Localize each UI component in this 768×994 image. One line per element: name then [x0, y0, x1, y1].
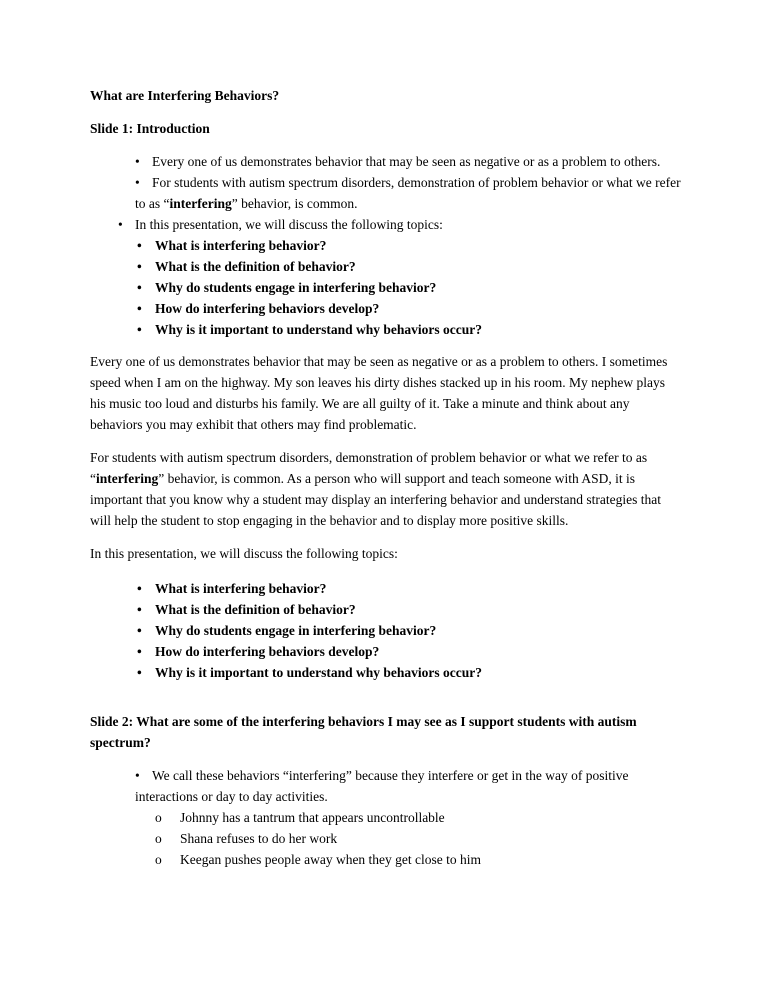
- sub-bullet-text: Why is it important to understand why behaviors occur?: [155, 665, 483, 680]
- paragraph-text: For students with autism spectrum disorders, demonstration of problem behavior or what we refer to as “: [90, 450, 648, 486]
- bullet-text: For students with autism spectrum disorders, demonstration of problem behavior or what we refer to as “: [135, 175, 681, 211]
- sub-bullet-text: Why do students engage in interfering behavior?: [155, 623, 437, 638]
- paragraph-text-bold: interfering: [96, 471, 159, 486]
- sub-bullet-text: How do interfering behaviors develop?: [155, 301, 380, 316]
- sub-bullet-item: [90, 641, 684, 662]
- sub-bullet-text: What is the definition of behavior?: [155, 602, 356, 617]
- sub-bullet-item: [90, 235, 684, 256]
- sub-bullet-text: Why is it important to understand why behaviors occur?: [155, 322, 483, 337]
- bullet-item: [90, 765, 684, 807]
- bullet-marker-icon: •: [137, 581, 142, 596]
- paragraph: In this presentation, we will discuss the following topics:: [90, 546, 398, 561]
- bullet-text: In this presentation, we will discuss the following topics:: [135, 217, 443, 232]
- paragraph-text: ” behavior, is common. As a person who will support and teach someone with ASD, it is important that you know why a student may display an interfering behavior and understand strategies that will help the student to stop engaging in the behavior and to display more positive skills.: [90, 471, 661, 528]
- bullet-marker-icon: •: [137, 602, 142, 617]
- bullet-text: ” behavior, is common.: [231, 196, 358, 211]
- document-title: What are Interfering Behaviors?: [90, 88, 280, 103]
- sub-bullet-text: What is interfering behavior?: [155, 581, 327, 596]
- circle-bullet-text: Johnny has a tantrum that appears uncontrollable: [180, 810, 445, 825]
- bullet-marker-icon: •: [137, 623, 142, 638]
- sub-bullet-text: Why do students engage in interfering behavior?: [155, 280, 437, 295]
- slide2-bullet-list: [90, 765, 684, 870]
- bullet-marker-icon: •: [135, 154, 140, 169]
- circle-bullet-item: [90, 828, 684, 849]
- sub-bullet-item: [90, 578, 684, 599]
- bullet-item: [90, 214, 684, 235]
- sub-bullet-text: How do interfering behaviors develop?: [155, 644, 380, 659]
- circle-marker-icon: o: [155, 852, 162, 867]
- sub-bullet-item: [90, 319, 684, 340]
- bullet-marker-icon: •: [137, 322, 142, 337]
- circle-bullet-item: [90, 807, 684, 828]
- sub-bullet-item: [90, 620, 684, 641]
- sub-bullet-item: [90, 662, 684, 683]
- sub-bullet-item: [90, 277, 684, 298]
- bullet-text: We call these behaviors “interfering” because they interfere or get in the way of positive interactions or day to day activities.: [135, 768, 629, 804]
- bullet-marker-icon: •: [137, 665, 142, 680]
- paragraph: Every one of us demonstrates behavior that may be seen as negative or as a problem to others. I sometimes speed when I am on the highway. My son leaves his dirty dishes stacked up in his room. My nephew plays his music too loud and disturbs his family. We are all guilty of it. Take a minute and think about any behaviors you may exhibit that others may find problematic.: [90, 354, 668, 432]
- bullet-text-bold: interfering: [169, 196, 232, 211]
- bullet-marker-icon: •: [118, 217, 123, 232]
- slide2-heading: Slide 2: What are some of the interfering behaviors I may see as I support students with autism spectrum?: [90, 714, 637, 750]
- bullet-marker-icon: •: [135, 175, 140, 190]
- bullet-text: Every one of us demonstrates behavior that may be seen as negative or as a problem to others.: [152, 154, 661, 169]
- circle-marker-icon: o: [155, 831, 162, 846]
- bullet-marker-icon: •: [137, 644, 142, 659]
- circle-bullet-text: Keegan pushes people away when they get close to him: [180, 852, 482, 867]
- sub-bullet-item: [90, 298, 684, 319]
- sub-bullet-item: [90, 599, 684, 620]
- bullet-item: [90, 151, 684, 172]
- bullet-marker-icon: •: [137, 301, 142, 316]
- slide1-heading: Slide 1: Introduction: [90, 121, 210, 136]
- bullet-marker-icon: •: [135, 768, 140, 783]
- sub-bullet-item: [90, 256, 684, 277]
- sub-bullet-text: What is the definition of behavior?: [155, 259, 356, 274]
- bullet-marker-icon: •: [137, 280, 142, 295]
- paragraph: [90, 447, 684, 531]
- circle-marker-icon: o: [155, 810, 162, 825]
- slide1-bullet-list: [90, 151, 684, 340]
- bullet-item: [90, 172, 684, 214]
- circle-bullet-item: [90, 849, 684, 870]
- bullet-marker-icon: •: [137, 259, 142, 274]
- sub-bullet-text: What is interfering behavior?: [155, 238, 327, 253]
- bullet-marker-icon: •: [137, 238, 142, 253]
- circle-bullet-text: Shana refuses to do her work: [180, 831, 338, 846]
- topics-bullet-list: [90, 578, 684, 683]
